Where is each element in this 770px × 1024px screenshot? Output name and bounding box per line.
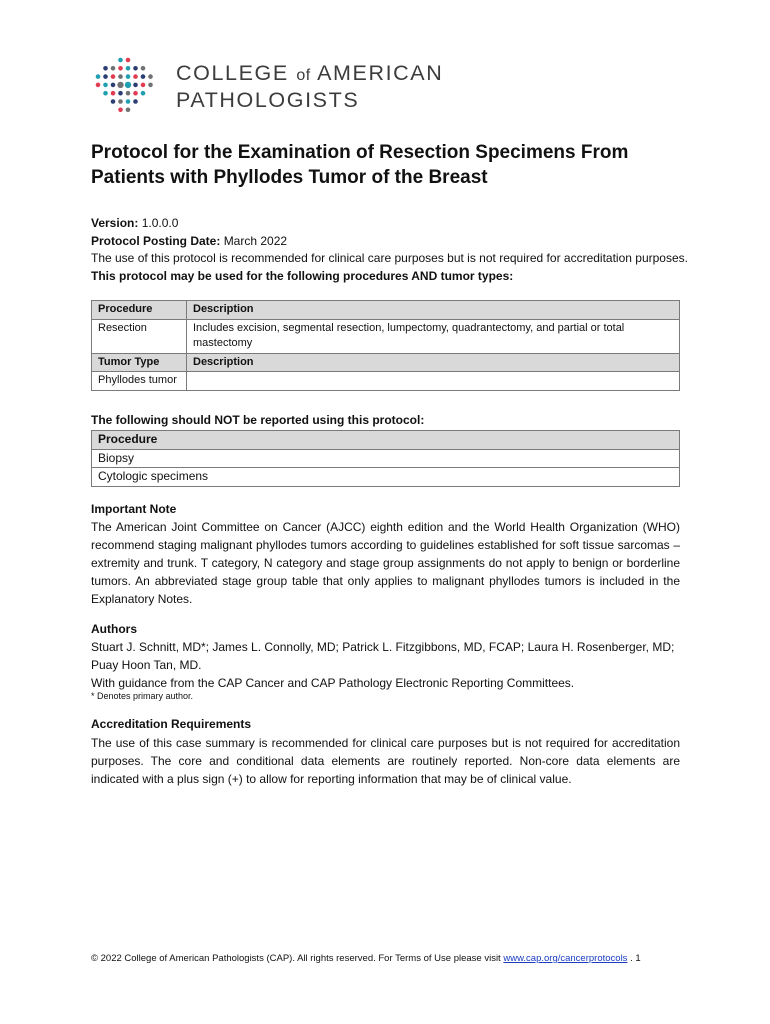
logo-dot: [111, 66, 116, 71]
table-row: [92, 468, 680, 487]
procedures-intro-text: This protocol may be used for the following procedures AND tumor types:: [91, 268, 514, 283]
logo-dot: [117, 82, 123, 88]
logo-of: of: [296, 67, 311, 84]
use-note: The use of this protocol is recommended for clinical care purposes but is not required for accreditation purposes.: [91, 251, 688, 265]
posting-date-label: Protocol Posting Date:: [91, 233, 221, 248]
logo-dot: [133, 66, 138, 71]
page-footer: [91, 953, 691, 964]
table-row: [92, 449, 680, 468]
authors-guidance: With guidance from the CAP Cancer and CAP Pathology Electronic Reporting Committees.: [91, 676, 575, 690]
tumor-description-header: Description: [187, 353, 680, 372]
table-row: [92, 319, 680, 353]
logo-dot: [118, 74, 123, 79]
cap-logo: [94, 55, 474, 115]
logo-dot: [96, 74, 101, 79]
tumor-type-header: Tumor Type: [92, 353, 187, 372]
logo-wordmark: [176, 61, 443, 113]
cap-dot-logo-icon: [94, 55, 162, 115]
important-note-text: The American Joint Committee on Cancer (AJCC) eighth edition and the World Health Organization (WHO) recommend staging malignant phyllodes tumors according to guidelines established for soft tissue sarcomas – extremity and trunk. T category, N category and stage group assignments do not apply to benign or borderline tumors. An abbreviated stage group table that only applies to malignant phyllodes tumors is included in the Explanatory Notes.: [91, 520, 680, 606]
procedure-description-cell: Includes excision, segmental resection, lumpectomy, quadrantectomy, and partial or total mastectomy: [187, 319, 680, 353]
not-reported-heading: The following should NOT be reported using this protocol:: [91, 413, 425, 427]
not-reported-row: Biopsy: [92, 449, 680, 468]
logo-dot: [103, 66, 108, 71]
logo-dot: [103, 91, 108, 96]
authors-list: Stuart J. Schnitt, MD*; James L. Connolly, MD; Patrick L. Fitzgibbons, MD, FCAP; Laura H. Rosenberger, MD; Puay Hoon Tan, MD.: [91, 640, 675, 672]
procedure-header: Procedure: [92, 301, 187, 320]
posting-date-line: [91, 233, 691, 251]
logo-dot: [148, 83, 153, 88]
logo-dot: [141, 83, 146, 88]
important-note-heading: Important Note: [91, 502, 177, 516]
logo-dot: [141, 74, 146, 79]
logo-dot: [118, 58, 123, 63]
tumor-description-cell: [187, 372, 680, 391]
not-reported-row: Cytologic specimens: [92, 468, 680, 487]
logo-dot: [126, 66, 131, 71]
logo-dot: [126, 74, 131, 79]
logo-college: COLLEGE: [176, 61, 289, 85]
logo-dot: [148, 74, 153, 79]
logo-dot: [126, 58, 131, 63]
table-header-row: [92, 301, 680, 320]
logo-dot: [133, 83, 138, 88]
logo-dot: [118, 91, 123, 96]
logo-dot: [111, 91, 116, 96]
logo-dot: [111, 99, 116, 104]
tumor-type-cell: Phyllodes tumor: [92, 372, 187, 391]
logo-dot: [111, 83, 116, 88]
description-header: Description: [187, 301, 680, 320]
logo-american: AMERICAN: [317, 61, 444, 85]
logo-dot: [133, 91, 138, 96]
authors-heading: Authors: [91, 622, 137, 636]
accreditation-text: The use of this case summary is recommended for clinical care purposes but is not required for accreditation purposes. The core and conditional data elements are routinely reported. Non-core data elements are indicated with a plus sign (+) to allow for reporting information that may be of clinical value.: [91, 736, 680, 786]
footer-copyright: © 2022 College of American Pathologists (CAP). All rights reserved. For Terms of Use please visit: [91, 953, 501, 964]
logo-dot: [118, 108, 123, 113]
logo-dot: [141, 91, 146, 96]
posting-date-value: March 2022: [223, 233, 288, 248]
not-reported-table: [91, 430, 680, 487]
page-title: Protocol for the Examination of Resection Specimens From Patients with Phyllodes Tumor of the Breast: [91, 142, 629, 188]
version-line: [91, 215, 691, 233]
logo-pathologists: PATHOLOGISTS: [176, 88, 360, 112]
procedure-tumor-table: [91, 300, 680, 391]
procedure-cell: Resection: [92, 319, 187, 353]
logo-dot: [111, 74, 116, 79]
logo-dot: [133, 74, 138, 79]
logo-dot: [141, 66, 146, 71]
page-number: . 1: [630, 953, 641, 964]
procedures-intro: [91, 268, 691, 286]
logo-dot: [118, 66, 123, 71]
logo-dot: [118, 99, 123, 104]
version-value: 1.0.0.0: [141, 216, 179, 230]
logo-dot: [126, 108, 131, 113]
version-label: Version:: [91, 216, 139, 230]
protocol-meta: [91, 215, 691, 285]
logo-dot: [133, 99, 138, 104]
logo-dot: [126, 91, 131, 96]
table-header-row: [92, 431, 680, 450]
logo-dot: [103, 83, 108, 88]
logo-dot: [125, 82, 131, 88]
logo-dot: [126, 99, 131, 104]
logo-dot: [103, 74, 108, 79]
table-subheader-row: [92, 353, 680, 372]
cancer-protocols-link[interactable]: www.cap.org/cancerprotocols: [503, 953, 628, 964]
accreditation-heading: Accreditation Requirements: [91, 717, 252, 731]
table-row: [92, 372, 680, 391]
logo-dot: [96, 83, 101, 88]
authors-footnote: * Denotes primary author.: [91, 691, 194, 701]
not-reported-procedure-header: Procedure: [92, 431, 680, 450]
